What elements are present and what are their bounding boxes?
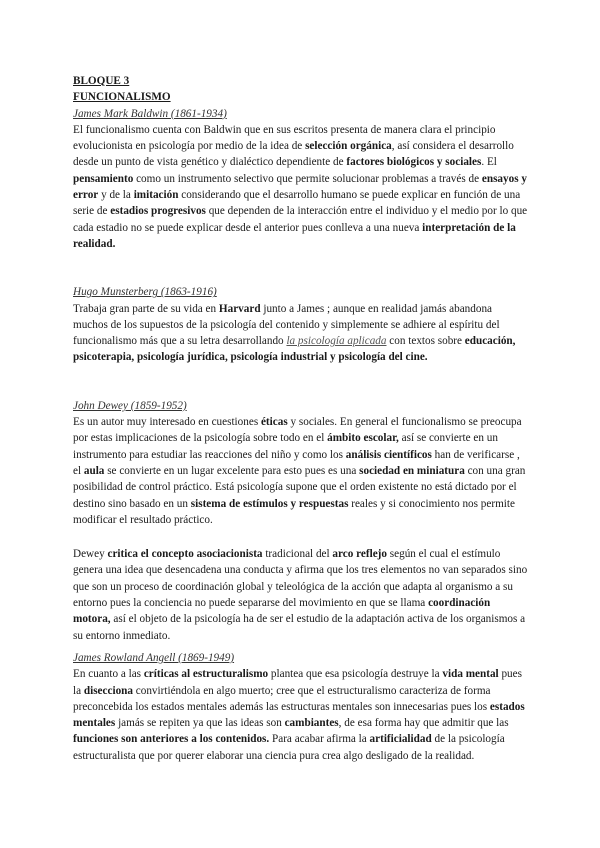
text-run: han de verificarse , el [73,448,520,477]
text-run: junto a James ; aunque en realidad jamás abandona muchos de los supuestos de la psicología del contenido y simplemente se adhiere al espíritu del funcionalismo más que a su letra desarrollando [73,302,500,348]
bold-term: críticas al estructuralismo [143,668,269,681]
author-heading-angell: James Rowland Angell (1869-1949) [73,651,235,664]
bold-term: estadios progresivos [110,205,206,218]
bold-term: arco reflejo [332,548,387,561]
text-run: así el objeto de la psicología ha de ser el estudio de la adaptación activa de los organismos a su entorno inmediato. [73,613,526,642]
text-run: y sociales. En general el funcionalismo se preocupa por estas implicaciones de la psicología sobre todo en el [73,416,522,445]
text-run: jamás se repiten ya que las ideas son [115,717,285,730]
bold-term: coordinación motora, [73,597,491,626]
text-run: con textos sobre [386,335,465,348]
text-run: Para acabar afirma la [269,733,370,746]
bold-term: factores biológicos y sociales [346,156,482,169]
bold-term: pensamiento [73,172,134,185]
paragraph-baldwin [73,122,528,252]
document-body [73,73,528,764]
spacer [73,528,528,546]
bold-term: ensayos y error [73,172,527,202]
bold-term: vida mental [442,668,499,681]
paragraph-dewey-1 [73,414,528,528]
text-run: El funcionalismo cuenta con Baldwin que en sus escritos presenta de manera clara el principio evolucionista en psicología por medio de la idea de [73,123,496,153]
bold-term: aula [83,464,105,477]
text-run: según el cual el estímulo genera una idea que desencadena una conducta y afirma que los tres elementos no van separados sino que son un proceso de coordinación global y teleológica de la acción que adapta al organismo a su entorno pues la conciencia no puede separarse del movimiento en que se llama [73,548,528,610]
section-title: FUNCIONALISMO [73,91,171,104]
bold-term: critica el concepto asociacionista [107,548,263,561]
text-run: se convierte en un lugar excelente para esto pues es una [104,464,360,477]
text-run: pues la [73,668,522,697]
bold-term: Harvard [218,302,261,315]
spacer [73,252,528,284]
author-heading-munsterberg: Hugo Munsterberg (1863-1916) [73,286,217,299]
block-heading: BLOQUE 3 [73,75,130,87]
bold-term: disecciona [83,684,133,697]
author-heading-baldwin: James Mark Baldwin (1861-1934) [73,107,227,120]
text-run: . El [481,156,497,169]
bold-term: educación, psicoterapia, psicología jurídica, psicología industrial y psicología del cine. [73,335,516,364]
text-run: plantea que esa psicología destruye la [268,668,443,681]
author-heading-dewey: John Dewey (1859-1952) [73,399,187,412]
bold-term: ámbito escolar, [327,432,399,445]
text-run: tradicional del [262,548,333,561]
text-run: y de la [98,189,134,202]
text-run: de la psicología estructuralista que por querer elaborar una ciencia pura crea algo desligado de la realidad. [73,733,505,762]
text-run: Es un autor muy interesado en cuestiones [73,416,261,429]
text-run: convirtiéndola en algo muerto; cree que el estructuralismo caracteriza de forma preconcebida los estados mentales además las estructuras mentales son innecesarias pues los [73,684,491,713]
bold-term: análisis científicos [345,448,432,461]
text-run: con una gran posibilidad de control práctico. Está psicología supone que el orden existente no está dictado por el destino sino basado en un [73,464,526,510]
spacer [73,366,528,398]
paragraph-dewey-2 [73,546,528,644]
paragraph-munsterberg [73,301,528,366]
text-run: Dewey [73,548,108,561]
bold-term: sociedad en miniatura [359,464,465,477]
bold-term: artificialidad [369,733,432,746]
text-run: En cuanto a las [73,668,144,681]
bold-term: éticas [260,416,288,429]
bold-term: funciones son anteriores a los contenidos. [73,733,270,746]
bold-term: cambiantes [284,717,339,730]
text-run: así se convierte en un instrumento para estudiar las reacciones del niño y como los [73,432,498,461]
text-run: que dependen de la interacción entre el individuo y el medio por lo que cada estadio no se puede explicar desde el anterior pues conlleva a una nueva [73,205,528,234]
text-run: como un instrumento selectivo que permite solucionar problemas a través de [133,172,482,185]
text-run: reales y si conocimiento nos permite modificar el resultado práctico. [73,497,515,526]
bold-term: interpretación de la realidad. [73,221,516,250]
text-run: , de esa forma hay que admitir que las [338,717,509,730]
bold-term: sistema de estímulos y respuestas [190,497,349,510]
bold-term: estados mentales [73,700,525,730]
paragraph-angell [73,666,528,764]
bold-term: imitación [133,189,179,202]
text-run: , así considera el desarrollo desde un punto de vista genético y dialéctico dependiente de [73,140,514,169]
text-run: Trabaja gran parte de su vida en [73,302,219,315]
text-run: considerando que el desarrollo humano se puede explicar en función de una serie de [73,189,521,218]
underlined-term: la psicología aplicada [286,335,387,348]
bold-term: selección orgánica [305,140,392,153]
